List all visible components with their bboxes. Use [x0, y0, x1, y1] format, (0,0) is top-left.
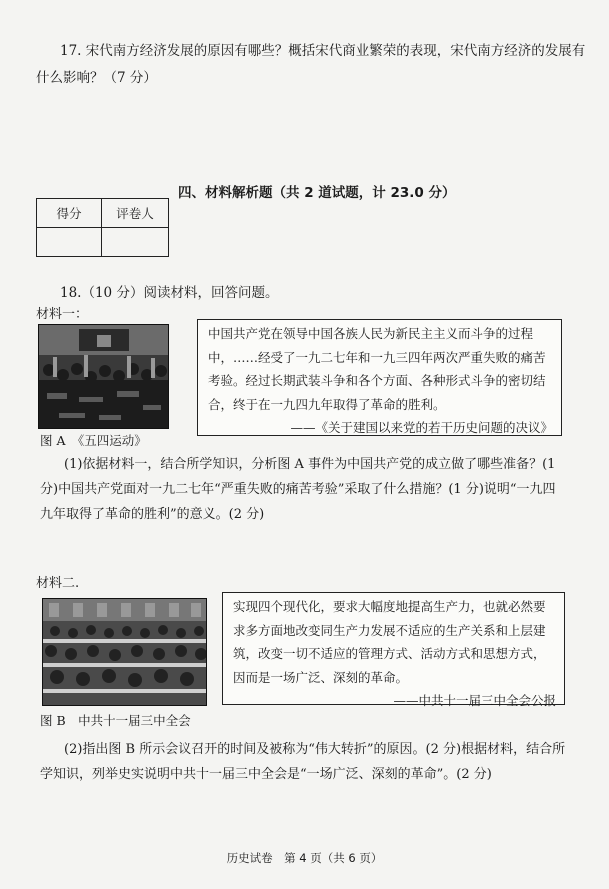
question-18-intro: 18.（10 分）阅读材料，回答问题。	[60, 285, 279, 301]
figure-a-caption: 图 A 《五四运动》	[40, 433, 147, 448]
score-table	[36, 198, 169, 257]
page-footer: 历史试卷 第 4 页（共 6 页）	[226, 851, 383, 865]
material-2-source: ——中共十一届三中全会公报	[393, 693, 556, 708]
section-title: 四、材料解析题（共 2 道试题，计 23.0 分）	[178, 185, 456, 201]
score-cell	[37, 228, 102, 257]
grader-header: 评卷人	[102, 199, 169, 228]
score-header: 得分	[37, 199, 102, 228]
material-2-quote-box	[222, 592, 565, 708]
material-2-quote: 实现四个现代化，要求大幅度地提高生产力，也就必然要求多方面地改变同生产力发展不适应的生产关系和上层建筑，改变一切不适应的管理方式、活动方式和思想方式，因而是一场广泛、深刻的革命。	[233, 599, 546, 685]
grader-cell	[102, 228, 169, 257]
material-2-label: 材料二.	[36, 576, 80, 591]
figure-b-caption: 图 B 中共十一届三中全会	[40, 713, 191, 728]
material-1-label: 材料一：	[36, 307, 89, 322]
material-1-source: ——《关于建国以来党的若干历史问题的决议》	[290, 420, 553, 435]
question-17: 17. 宋代南方经济发展的原因有哪些？概括宋代商业繁荣的表现，宋代南方经济的发展有什么影响？（7 分）	[36, 43, 586, 86]
sub-question-1: (1)依据材料一，结合所学知识，分析图 A 事件为中国共产党的成立做了哪些准备？(1 分)中国共产党面对一九二七年“严重失败的痛苦考验”采取了什么措施？(1 分)说明“一九四九年取得了革命的胜利”的意义。(2 分)	[40, 457, 556, 522]
sub-question-2: (2)指出图 B 所示会议召开的时间及被称为“伟大转折”的原因。(2 分)根据材料，结合所学知识，列举史实说明中共十一届三中全会是“一场广泛、深刻的革命”。(2 分)	[40, 742, 566, 782]
figure-a-photo	[38, 324, 169, 429]
material-1-quote: 中国共产党在领导中国各族人民为新民主主义而斗争的过程中，……经受了一九二七年和一九三四年两次严重失败的痛苦考验。经过长期武装斗争和各个方面、各种形式斗争的密切结合，终于在一九四九年取得了革命的胜利。	[208, 326, 546, 412]
material-1-quote-box	[197, 319, 562, 436]
figure-b-photo	[42, 598, 207, 706]
